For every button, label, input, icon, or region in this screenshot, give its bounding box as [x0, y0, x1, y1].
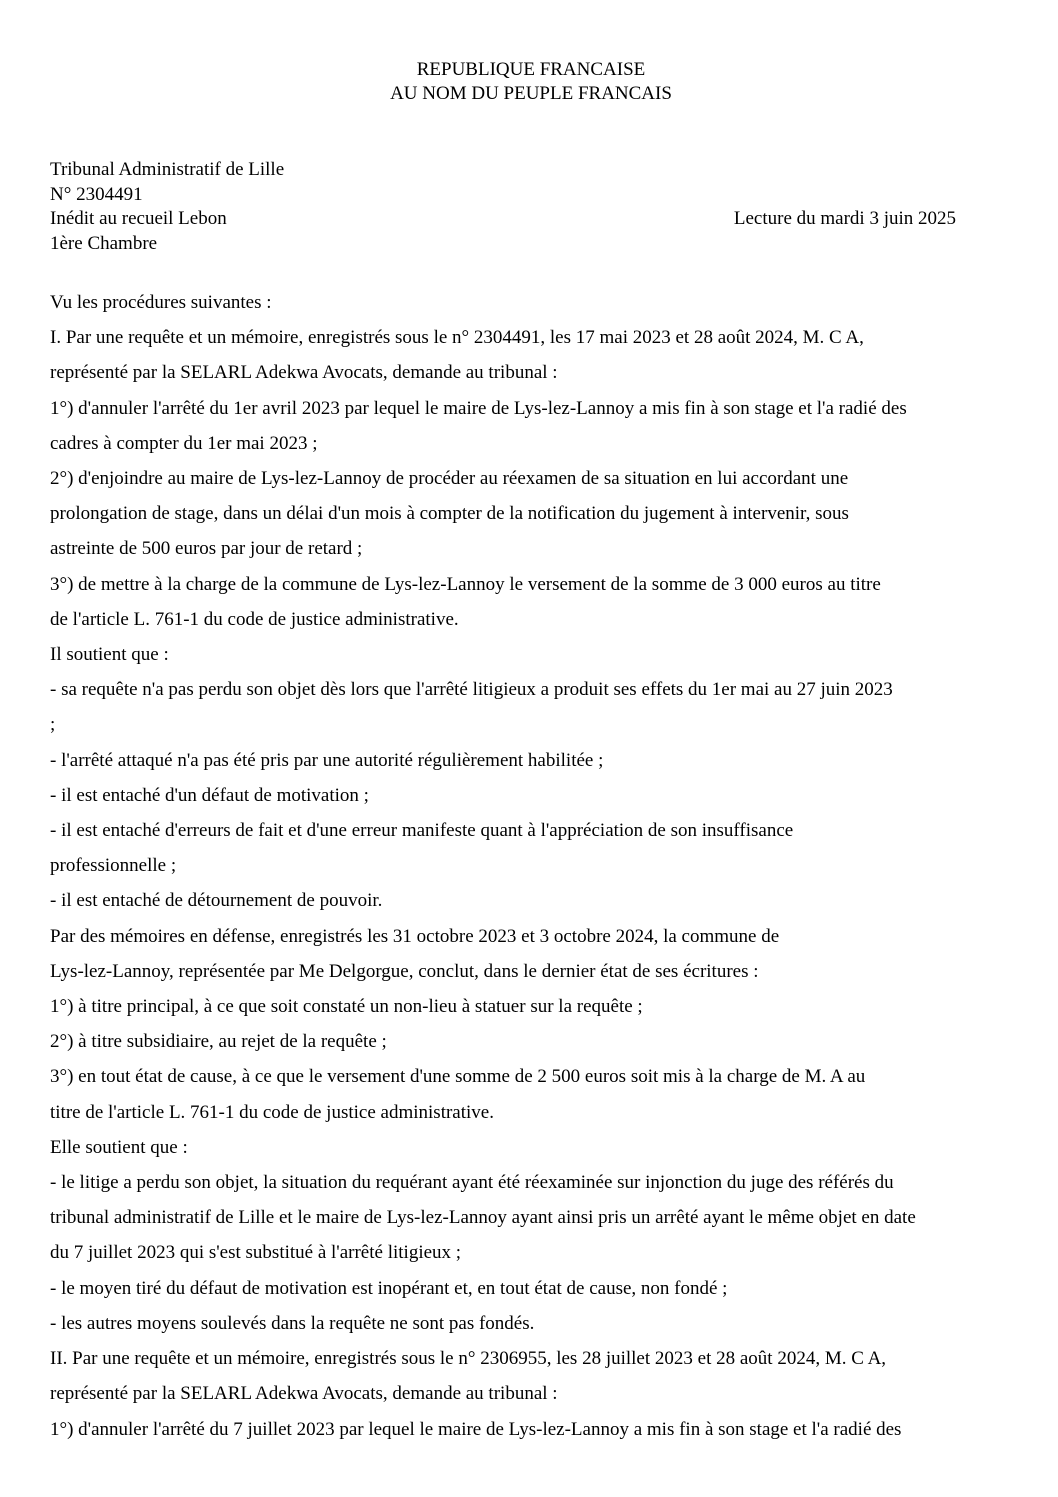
chamber: 1ère Chambre	[50, 232, 158, 254]
body-line: représenté par la SELARL Adekwa Avocats, demande au tribunal :	[50, 1383, 558, 1405]
body-line: 2°) à titre subsidiaire, au rejet de la requête ;	[50, 1031, 387, 1053]
body-line: de l'article L. 761-1 du code de justice administrative.	[50, 608, 459, 630]
body-line: 3°) de mettre à la charge de la commune de Lys-lez-Lannoy le versement de la somme de 3 000 euros au titre	[50, 573, 881, 595]
header-republic: REPUBLIQUE FRANCAISE	[416, 59, 646, 80]
body-line: ;	[50, 714, 56, 736]
judgment-body	[50, 285, 1030, 1447]
publication-status: Inédit au recueil Lebon	[50, 208, 227, 229]
reading-date: Lecture du mardi 3 juin 2025	[733, 208, 956, 229]
body-line: - le moyen tiré du défaut de motivation est inopérant et, en tout état de cause, non fondé ;	[50, 1277, 728, 1299]
body-line: représenté par la SELARL Adekwa Avocats, demande au tribunal :	[50, 362, 558, 384]
body-line: 1°) à titre principal, à ce que soit constaté un non-lieu à statuer sur la requête ;	[50, 996, 643, 1018]
body-line: II. Par une requête et un mémoire, enregistrés sous le n° 2306955, les 28 juillet 2023 et 28 août 2024, M. C A,	[50, 1348, 887, 1370]
court-name: Tribunal Administratif de Lille	[50, 159, 285, 180]
body-line: Elle soutient que :	[50, 1136, 188, 1158]
body-line: du 7 juillet 2023 qui s'est substitué à l'arrêté litigieux ;	[50, 1242, 462, 1264]
body-line: - sa requête n'a pas perdu son objet dès lors que l'arrêté litigieux a produit ses effets du 1er mai au 27 juin 2023	[50, 679, 893, 701]
body-line: cadres à compter du 1er mai 2023 ;	[50, 432, 318, 454]
body-line: 2°) d'enjoindre au maire de Lys-lez-Lannoy de procéder au réexamen de sa situation en lui accordant une	[50, 468, 849, 490]
body-line: I. Par une requête et un mémoire, enregistrés sous le n° 2304491, les 17 mai 2023 et 28 août 2024, M. C A,	[50, 327, 864, 349]
body-line: - il est entaché d'erreurs de fait et d'une erreur manifeste quant à l'appréciation de son insuffisance	[50, 820, 794, 842]
body-line: Par des mémoires en défense, enregistrés les 31 octobre 2023 et 3 octobre 2024, la commune de	[50, 925, 780, 947]
body-line: - l'arrêté attaqué n'a pas été pris par une autorité régulièrement habilitée ;	[50, 749, 604, 771]
body-line: - les autres moyens soulevés dans la requête ne sont pas fondés.	[50, 1312, 535, 1334]
body-line: - il est entaché d'un défaut de motivation ;	[50, 784, 369, 806]
body-line: Il soutient que :	[50, 644, 169, 666]
body-line: 1°) d'annuler l'arrêté du 1er avril 2023 par lequel le maire de Lys-lez-Lannoy a mis fin à son stage et l'a radié des	[50, 397, 907, 419]
header-people: AU NOM DU PEUPLE FRANCAIS	[390, 83, 672, 104]
publication-row	[50, 207, 960, 232]
body-line: professionnelle ;	[50, 855, 177, 877]
body-line: tribunal administratif de Lille et le maire de Lys-lez-Lannoy ayant ainsi pris un arrêté ayant le même objet en date	[50, 1207, 916, 1229]
body-line: 3°) en tout état de cause, à ce que le versement d'une somme de 2 500 euros soit mis à la charge de M. A au	[50, 1066, 866, 1088]
body-line: titre de l'article L. 761-1 du code de justice administrative.	[50, 1101, 494, 1123]
body-line: - il est entaché de détournement de pouvoir.	[50, 890, 383, 912]
body-line: - le litige a perdu son objet, la situation du requérant ayant été réexaminée sur injonction du juge des référés du	[50, 1172, 894, 1194]
case-number: N° 2304491	[50, 183, 143, 205]
body-line: prolongation de stage, dans un délai d'un mois à compter de la notification du jugement à intervenir, sous	[50, 503, 849, 525]
body-line: Vu les procédures suivantes :	[50, 292, 272, 313]
body-line: astreinte de 500 euros par jour de retard ;	[50, 538, 363, 560]
body-line: Lys-lez-Lannoy, représentée par Me Delgorgue, conclut, dans le dernier état de ses écritures :	[50, 960, 759, 982]
document-header	[0, 58, 1058, 106]
case-metadata	[50, 158, 960, 256]
body-line: 1°) d'annuler l'arrêté du 7 juillet 2023 par lequel le maire de Lys-lez-Lannoy a mis fin à son stage et l'a radié des	[50, 1418, 902, 1440]
